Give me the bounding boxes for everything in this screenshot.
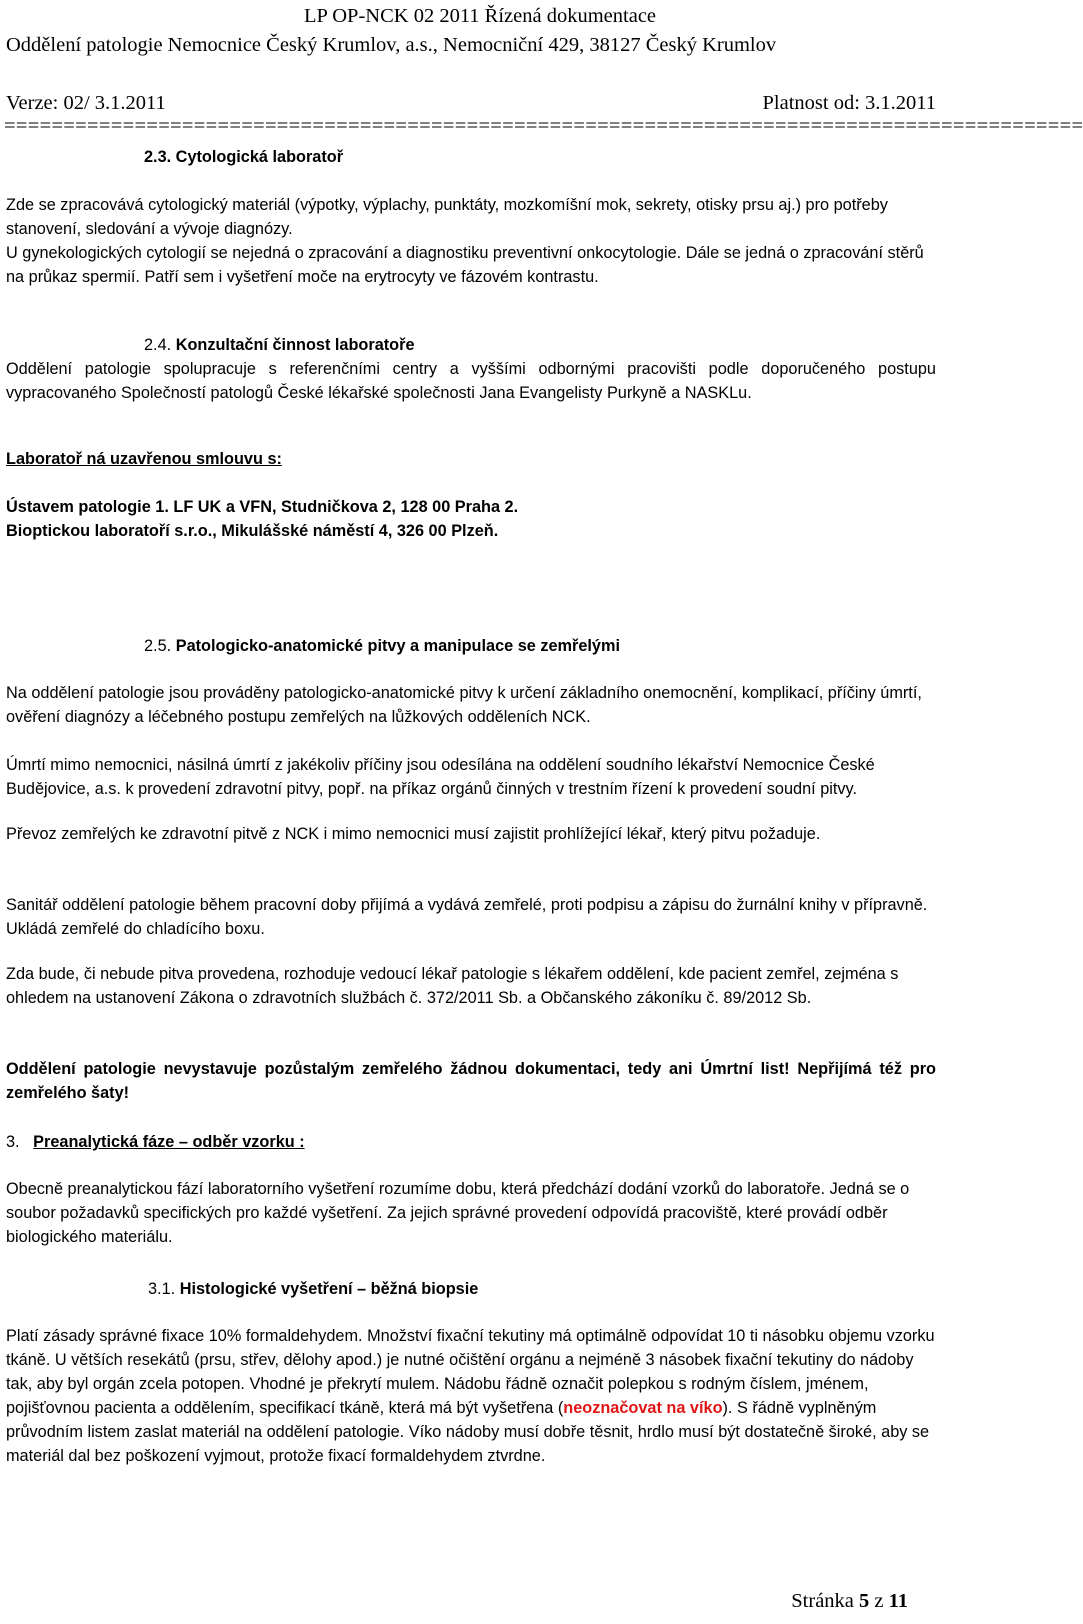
header-department: Oddělení patologie Nemocnice Český Krumlov, a.s., Nemocniční 429, 38127 Český Krumlov <box>6 34 777 56</box>
section-3-title: Preanalytická fáze – odběr vzorku : <box>33 1133 305 1151</box>
section-2-5-notice: Oddělení patologie nevystavuje pozůstalým zemřelého žádnou dokumentaci, tedy ani Úmrtní list! Nepřijímá též pro zemřelého šaty! <box>6 1060 936 1102</box>
section-2-5-p3: Převoz zemřelých ke zdravotní pitvě z NCK i mimo nemocnici musí zajistit prohlížející lékař, který pitvu požaduje. <box>6 825 821 843</box>
page-of-label: z <box>874 1590 884 1612</box>
section-3-1-heading <box>148 1277 1078 1301</box>
section-3-text: Obecně preanalytickou fází laboratorního vyšetření rozumíme dobu, která předchází dodání vzorků do laboratoře. Jedná se o soubor požadavků specifických pro každé vyšetření. Za jejich správné provedení odpovídá pracoviště, které provádí odběr biologického materiálu. <box>6 1180 910 1246</box>
section-2-5-p1: Na oddělení patologie jsou prováděny patologicko-anatomické pitvy k určení základního onemocnění, komplikací, příčiny úmrtí, ověření diagnózy a léčebného postupu zemřelých na lůžkových odděleních NCK. <box>6 684 922 726</box>
section-2-4-heading <box>144 333 1074 357</box>
section-2-3-text2: U gynekologických cytologií se nejedná o zpracování a diagnostiku preventivní onkocytologie. Dále se jedná o zpracování stěrů na průkaz spermií. Patří sem i vyšetření moče na erytrocyty ve fázovém kontrastu. <box>6 244 924 286</box>
contract-partner-2: Bioptickou laboratoří s.r.o., Mikulášské náměstí 4, 326 00 Plzeň. <box>6 522 499 540</box>
section-2-5-p2: Úmrtí mimo nemocnici, násilná úmrtí z jakékoliv příčiny jsou odesílána na oddělení soudního lékařství Nemocnice České Budějovice, a.s. k provedení zdravotní pitvy, popř. na příkaz orgánů činných v trestním řízení k provedení soudní pitvy. <box>6 756 875 798</box>
section-2-5-heading <box>144 634 1074 658</box>
section-2-4-text: Oddělení patologie spolupracuje s referenčními centry a vyššími odbornými pracovišti podle doporučeného postupu vypracovaného Společností patologů České lékařské společnosti Jana Evangelisty Purkyně a NASKLu. <box>6 360 936 402</box>
section-3-1-text-a: Platí zásady správné fixace 10% formaldehydem. Množství fixační tekutiny má optimálně odpovídat 10 ti násobku objemu vzorku tkáně. U větších resekátů (prsu, střev, dělohy apod.) je nutné očištění orgánu a nejméně 3 násobek fixační tekutiny do nádoby tak, aby byl orgán zcela potopen. Vhodné je překrytí mulem. Nádobu řádně označit polepkou s rodným číslem, jménem, pojišťovnou pacienta a oddělením, specifikací tkáně, která má být vyšetřena ( <box>6 1327 935 1417</box>
section-3-heading <box>6 1130 936 1154</box>
page-current: 5 <box>859 1590 870 1612</box>
section-2-3-text: Zde se zpracovává cytologický materiál (výpotky, výplachy, punktáty, mozkomíšní mok, sekrety, otisky prsu aj.) pro potřeby stanovení, sledování a vývoje diagnózy. <box>6 196 888 238</box>
section-2-4-number: 2.4. <box>144 336 172 354</box>
header-separator: =========================================================================================== <box>4 115 1083 137</box>
section-2-3-title: 2.3. Cytologická laboratoř <box>144 148 344 166</box>
section-3-number: 3. <box>6 1133 20 1151</box>
section-2-4-title: Konzultační činnost laboratoře <box>175 336 415 354</box>
header-validity: Platnost od: 3.1.2011 <box>762 92 936 114</box>
section-3-1-warning: neoznačovat na víko <box>563 1399 723 1417</box>
contract-heading: Laboratoř ná uzavřenou smlouvu s: <box>6 450 282 468</box>
header-doc-id: LP OP-NCK 02 2011 Řízená dokumentace <box>303 5 657 27</box>
section-2-5-p4: Sanitář oddělení patologie během pracovní doby přijímá a vydává zemřelé, proti podpisu a zápisu do žurnální knihy v přípravně. Ukládá zemřelé do chladícího boxu. <box>6 896 928 938</box>
section-3-1-title: Histologické vyšetření – běžná biopsie <box>179 1280 479 1298</box>
section-2-5-p5: Zda bude, či nebude pitva provedena, rozhoduje vedoucí lékař patologie s lékařem oddělení, kde pacient zemřel, zejména s ohledem na ustanovení Zákona o zdravotních službách č. 372/2011 Sb. a Občanského zákoníku č. 89/2012 Sb. <box>6 965 899 1007</box>
page-number <box>791 1590 908 1613</box>
page-label: Stránka <box>791 1590 854 1612</box>
header-version: Verze: 02/ 3.1.2011 <box>6 92 166 114</box>
section-3-1-text-b: ). S řádně vyplněným průvodním listem zaslat materiál na oddělení patologie. Víko nádoby musí dobře těsnit, hrdlo musí být dostatečně široké, aby se materiál dal bez poškození vyjmout, protože fixací formaldehydem ztvrdne. <box>6 1399 930 1465</box>
section-3-1-text <box>6 1324 936 1468</box>
section-2-5-title: Patologicko-anatomické pitvy a manipulace se zemřelými <box>175 637 620 655</box>
section-2-5-number: 2.5. <box>144 637 172 655</box>
contract-partner-1: Ústavem patologie 1. LF UK a VFN, Studničkova 2, 128 00 Praha 2. <box>6 498 519 516</box>
section-3-1-number: 3.1. <box>148 1280 176 1298</box>
page-total: 11 <box>888 1590 908 1612</box>
